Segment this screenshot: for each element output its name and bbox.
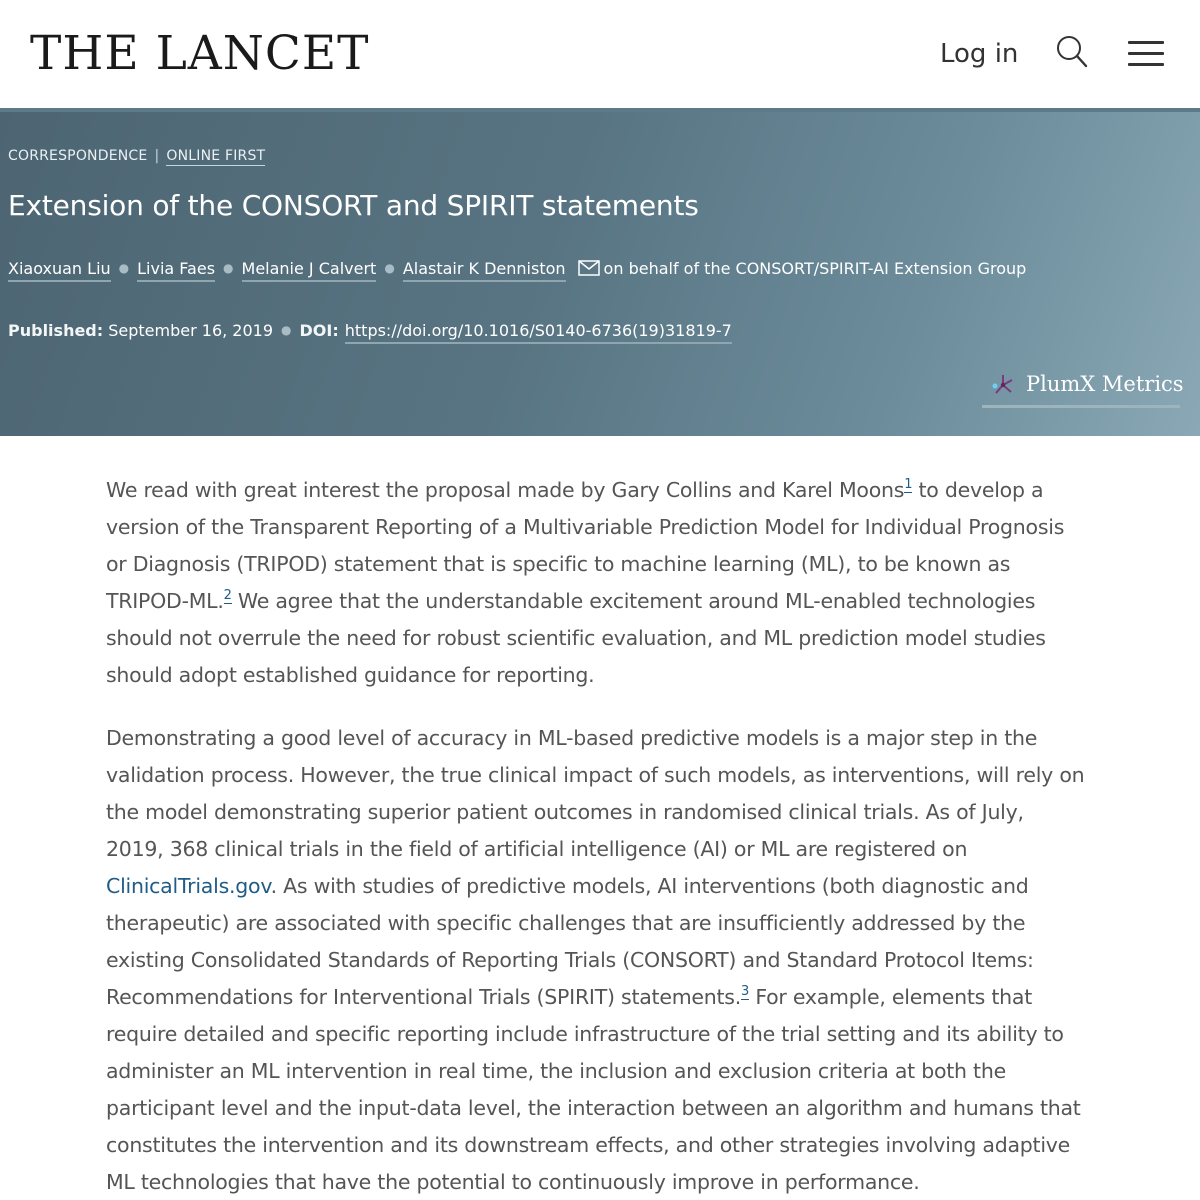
hamburger-menu-icon [1128, 52, 1164, 55]
paragraph-text: We read with great interest the proposal made by Gary Collins and Karel Moons [106, 478, 905, 502]
site-header [0, 0, 1200, 108]
paragraph-text: Demonstrating a good level of accuracy in ML-based predictive models is a major step in the validation process. However, the true clinical impact of such models, as interventions, will rely on the model demonstrating superior patient outcomes in randomised clinical trials. As of July, 2019, 368 clinical trials in the field of artificial intelligence (AI) or ML are registered on [106, 726, 1085, 861]
login-link[interactable]: Log in [940, 39, 1019, 69]
doi-label: DOI: [299, 321, 339, 340]
author-link[interactable]: Livia Faes [137, 259, 215, 282]
author-link[interactable]: Xiaoxuan Liu [8, 259, 111, 282]
doi-link[interactable]: https://doi.org/10.1016/S0140-6736(19)31819-7 [345, 321, 732, 344]
publication-info [8, 320, 732, 341]
plumx-metrics-button[interactable] [982, 366, 1184, 408]
paragraph-text: . As with studies of predictive models, AI interventions (both diagnostic and therapeutic) are associated with specific challenges that are insufficiently addressed by the existing Consolidated Standards of Reporting Trials (CONSORT) and Standard Protocol Items: Recommendations for Interventional Trials (SPIRIT) statements. [106, 874, 1034, 1009]
pubinfo-separator: ● [281, 323, 292, 337]
author-separator: ● [223, 261, 234, 275]
author-link[interactable]: Melanie J Calvert [242, 259, 377, 282]
body-paragraph [106, 472, 1086, 694]
menu-button[interactable] [1128, 38, 1166, 68]
reference-link[interactable]: 2 [223, 588, 232, 603]
paragraph-text: We agree that the understandable excitement around ML-enabled technologies should not overrule the need for robust scientific evaluation, and ML prediction model studies should adopt established guidance for reporting. [106, 589, 1046, 687]
plumx-icon [990, 372, 1016, 398]
author-list [8, 258, 1026, 279]
article-banner [0, 112, 1200, 436]
article-title: Extension of the CONSORT and SPIRIT statements [8, 189, 699, 222]
article-type: CORRESPONDENCE [8, 148, 148, 164]
clinicaltrials-link[interactable]: ClinicalTrials.gov [106, 874, 271, 898]
paragraph-text: For example, elements that require detailed and specific reporting include infrastructure of the trial setting and its ability to administer an ML intervention in real time, the inclusion and exclusion criteria at both the participant level and the input-data level, the interaction between an algorithm and humans that constitutes the intervention and its downstream effects, and other strategies involving adaptive ML technologies that have the potential to continuously improve in performance. [106, 985, 1081, 1194]
article-body [106, 472, 1086, 1200]
author-separator: ● [118, 261, 130, 275]
author-separator: ● [384, 261, 395, 275]
hamburger-menu-icon [1128, 41, 1164, 44]
online-first-link[interactable]: ONLINE FIRST [166, 148, 266, 164]
mail-icon[interactable] [578, 260, 600, 276]
site-logo[interactable]: THE LANCET [30, 26, 370, 81]
reference-link[interactable]: 1 [904, 477, 913, 492]
paragraph-text: to develop a version of the Transparent Reporting of a Multivariable Prediction Model for Individual Prognosis or Diagnosis (TRIPOD) statement that is specific to machine learning (ML), to be known as TRIPOD-ML. [106, 478, 1065, 613]
author-group: on behalf of the CONSORT/SPIRIT-AI Extension Group [603, 259, 1027, 278]
hamburger-menu-icon [1128, 63, 1164, 66]
published-label: Published: [8, 321, 104, 340]
search-button[interactable] [1055, 34, 1089, 70]
article-kicker [8, 147, 265, 165]
reference-link[interactable]: 3 [741, 984, 750, 999]
author-link[interactable]: Alastair K Denniston [403, 259, 566, 282]
kicker-separator: | [154, 148, 160, 164]
published-date: September 16, 2019 [108, 321, 274, 340]
body-paragraph [106, 720, 1086, 1200]
search-icon [1055, 34, 1089, 70]
plumx-label: PlumX Metrics [1026, 372, 1184, 396]
